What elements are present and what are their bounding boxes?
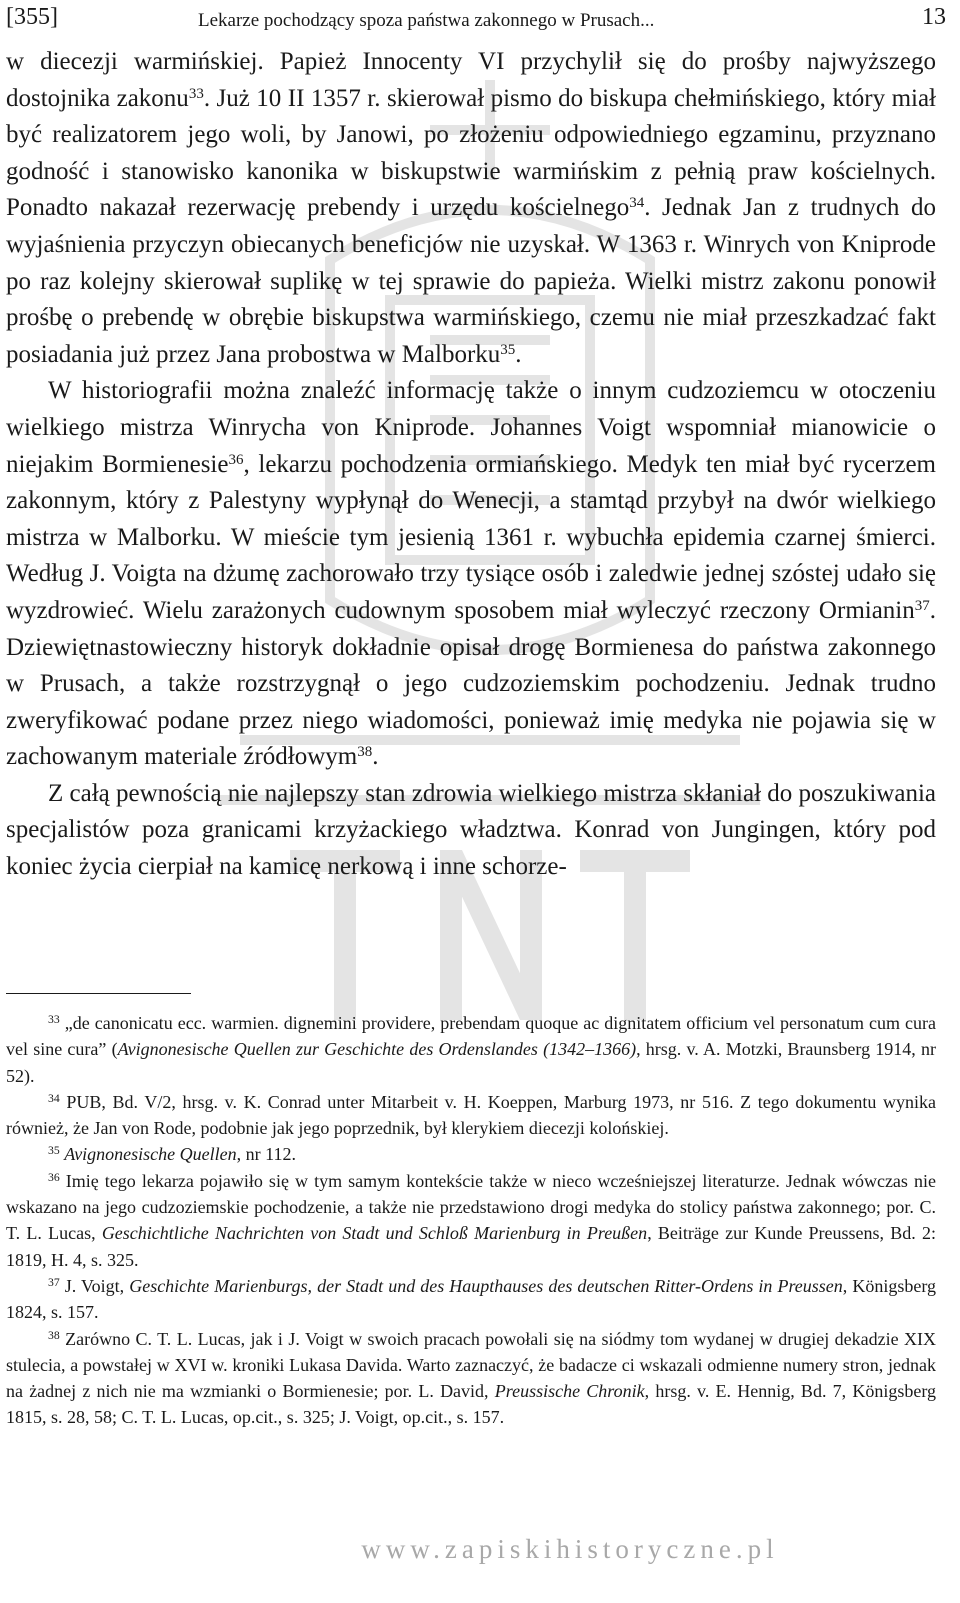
footnote-ref: 34 (629, 195, 645, 212)
footnote-ref: 38 (357, 744, 373, 761)
footer-website-url: www.zapiskihistoryczne.pl (361, 1534, 779, 1564)
footnote (6, 1141, 936, 1167)
text-run: , hrsg. v. A. Motzki, Braunsberg 1914, nr 52). (6, 1039, 936, 1086)
text-run: . (372, 743, 379, 771)
footnote (6, 1326, 936, 1431)
text-run: PUB, Bd. V/2, hrsg. v. K. Conrad unter Mitarbeit v. H. Koeppen, Marburg 1973, nr 516. Z tego dokumentu wynika również, że Jan von Rode, podobnie jak jego poprzednik, był klerykiem diecezji kolońskiej. (6, 1091, 936, 1139)
footnote-number: 35 (48, 1144, 60, 1158)
footnote-number: 36 (48, 1170, 60, 1184)
main-text (6, 44, 936, 886)
text-run: „de canonicatu ecc. warmien. dignemini providere, prebendam quoque ac dignitatem officium vel personatum cum cura vel sine cura” ( (6, 1013, 936, 1060)
italic-title: Geschichtliche Nachrichten von Stadt und Schloß Marienburg in Preußen (101, 1223, 648, 1244)
text-run: . (515, 340, 522, 368)
footnote (6, 1273, 936, 1326)
text-run: Imię tego lekarza pojawiło się w tym samym kontekście także w nieco wcześniejszej literaturze. Jednak wówczas nie wskazano na jego cudzoziemskie pochodzenie, a także nie przedstawiono drogi medyka do stolicy państwa zakonnego; por. C. T. L. Lucas, (6, 1170, 936, 1244)
running-header (6, 4, 946, 38)
italic-title: Geschichte Marienburgs, der Stadt und des Haupthauses des deutschen Ritter-Ordens in Preussen (129, 1275, 843, 1296)
text-run: , Königsberg 1824, s. 157. (6, 1275, 936, 1323)
paragraph (6, 373, 936, 776)
footnote-ref: 33 (188, 85, 204, 102)
footnote (6, 1168, 936, 1273)
text-run: . Jednak Jan z trudnych do wyjaśnienia przyczyn obiecanych beneficjów nie uzyskał. W 1363 r. Winrych von Kniprode po raz kolejny skierował suplikę w tej sprawie do papieża. Wielki mistrz zakonu ponowił prośbę o prebendę w obrębie biskupstwa warmińskiego, czemu nie miał przeszkadzać fakt posiadania już przez Jana probostwa w Malborku (6, 194, 936, 368)
italic-title: Avignonesische Quellen zur Geschichte des Ordenslandes (1342–1366) (117, 1039, 637, 1060)
text-run: w diecezji warmińskiej. Papież Innocenty VI przychylił się do prośby najwyższego dostojnika zakonu (6, 48, 936, 112)
page-number: 13 (922, 4, 946, 30)
footnote-ref: 36 (228, 451, 244, 468)
footnote-separator (6, 993, 191, 994)
footnote (6, 1010, 936, 1089)
footnote-number: 33 (48, 1013, 60, 1027)
text-run: W historiografii można znaleźć informację także o innym cudzoziemcu w otoczeniu wielkiego mistrza Winrycha von Kniprode. Johannes Voigt wspomniał mianowicie o niejakim Bormienesie (6, 377, 936, 478)
text-run: , lekarzu pochodzenia ormiańskiego. Medyk ten miał być rycerzem zakonnym, który z Palestyny wypłynął do Wenecji, a stamtąd przybył na dwór wielkiego mistrza w Malborku. W mieście tym jesienią 1361 r. wybuchła epidemia czarnej śmierci. Według J. Voigta na dżumę zachorowało trzy tysiące osób i zaledwie jednej szóstej udało się wyzdrowieć. Wielu zarażonych cudownym sposobem miał wyleczyć rzeczony Ormianin (6, 450, 936, 624)
text-run: J. Voigt, (59, 1275, 130, 1296)
text-run: , nr 112. (236, 1144, 296, 1165)
footnote-number: 37 (48, 1276, 60, 1290)
paragraph: Z całą pewnością nie najlepszy stan zdrowia wielkiego mistrza skłaniał do poszukiwania specjalistów poza granicami krzyżackiego władztwa. Konrad von Jungingen, który pod koniec życia cierpiał na kamicę nerkową i inne schorze- (6, 779, 936, 881)
italic-title: Avignonesische Quellen (64, 1144, 237, 1165)
footnote-ref: 35 (500, 341, 516, 358)
running-title: Lekarze pochodzący spoza państwa zakonnego w Prusach... (198, 10, 655, 31)
italic-title: Preussische Chronik (494, 1381, 645, 1402)
footnotes (6, 1010, 936, 1431)
text-run: . Już 10 II 1357 r. skierował pismo do biskupa chełmińskiego, który miał być realizatorem jego woli, by Janowi, po złożeniu odpowiedniego egzaminu, przyznano godność i stanowisko kanonika w biskupstwie warmińskim z pełnią praw kościelnych. Ponadto nakazał rezerwację prebendy i urzędu kościelnego (6, 84, 936, 222)
text-run: , Beiträge zur Kunde Preussens, Bd. 2: 1819, H. 4, s. 325. (6, 1223, 936, 1270)
footnote-number: 34 (48, 1092, 60, 1106)
paragraph (6, 44, 936, 373)
text-run: Zarówno C. T. L. Lucas, jak i J. Voigt w swoich pracach powołali się na siódmy tom wydanej w drugiej dekadzie XIX stulecia, a powstałej w XVI w. kroniki Lukasa Davida. Warto zaznaczyć, że badacze ci wskazali odmienne numery stron, jednak na żadnej z nich nie ma wzmianki o Bormienesie; por. L. David, (6, 1328, 936, 1402)
footnote (6, 1089, 936, 1142)
page-reference: [355] (6, 4, 58, 30)
text-run: . Dziewiętnastowieczny historyk dokładnie opisał drogę Bormienesa do państwa zakonnego w Prusach, a także rozstrzygnął o jego cudzoziemskim pochodzeniu. Jednak trudno zweryfikować podane przez niego wiadomości, ponieważ imię medyka nie pojawia się w zachowanym materiale źródłowym (6, 596, 936, 771)
footnote-ref: 37 (914, 597, 930, 614)
text-run: , hrsg. v. E. Hennig, Bd. 7, Königsberg 1815, s. 28, 58; C. T. L. Lucas, op.cit., s. 325; J. Voigt, op.cit., s. 157. (6, 1381, 937, 1428)
footnote-number: 38 (48, 1328, 60, 1342)
